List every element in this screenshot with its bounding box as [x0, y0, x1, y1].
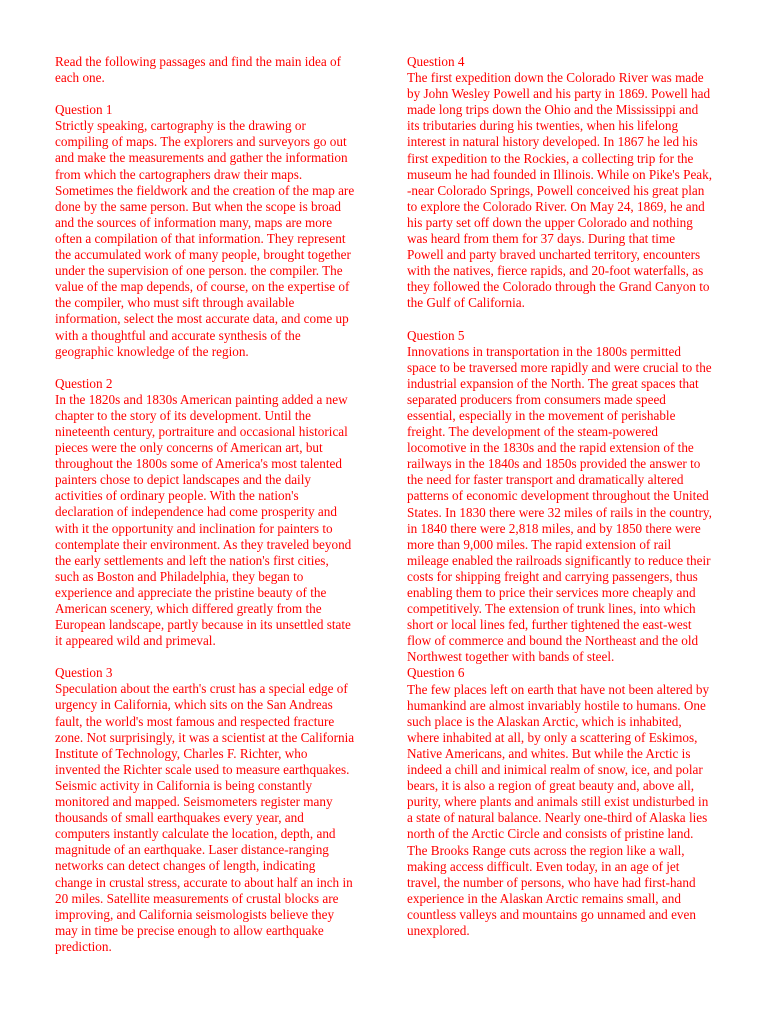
question-6 [407, 665, 713, 939]
question-1-title: Question 1 [55, 102, 113, 118]
question-6-title: Question 6 [407, 665, 465, 681]
question-5-passage: Innovations in transportation in the 1800s permitted space to be traversed more rapidly and were crucial to the industrial expansion of the North. The great spaces that separated producers from consumers made speed essential, especially in the movement of perishable freight. The development of the steam-powered locomotive in the 1830s and the rapid extension of the railways in the 1840s and 1850s provided the answer to the need for faster transport and dramatically altered patterns of economic development throughout the United States. In 1830 there were 32 miles of rails in the country, in 1840 there were 2,818 miles, and by 1850 there were more than 9,000 miles. The rapid extension of rail mileage enabled the railroads significantly to reduce their costs for shipping freight and carrying passengers, thus enabling them to price their services more cheaply and competitively. The extension of trunk lines, into which short or local lines fed, further tightened the east-west flow of commerce and bound the Northeast and the old Northwest together with bands of steel. [407, 343, 712, 665]
question-1 [55, 102, 355, 360]
question-6-passage: The few places left on earth that have not been altered by humankind are almost invariably hostile to humans. One such place is the Alaskan Arctic, which is inhabited, where inhabited at all, by only a scattering of Eskimos, Native Americans, and whites. But while the Arctic is indeed a chill and inimical realm of snow, ice, and polar bears, it is also a region of great beauty and, above all, purity, where plants and animals still exist undisturbed in a state of natural balance. Nearly one-third of Alaska lies north of the Arctic Circle and consists of pristine land. The Brooks Range cuts across the region like a wall, making access difficult. Even today, in an age of jet travel, the number of persons, who have had first-hand experience in the Alaskan Arctic remains small, and countless valleys and mountains go unnamed and even unexplored. [407, 681, 710, 938]
question-4 [407, 54, 713, 312]
question-3-title: Question 3 [55, 665, 113, 681]
left-column [55, 54, 355, 971]
question-5-title: Question 5 [407, 327, 465, 343]
question-4-title: Question 4 [407, 54, 465, 69]
question-3 [55, 665, 355, 955]
question-2-title: Question 2 [55, 375, 113, 391]
right-column [407, 54, 713, 955]
question-5 [407, 328, 713, 666]
question-2 [55, 376, 355, 650]
question-4-passage: The first expedition down the Colorado River was made by John Wesley Powell and his party in 1869. Powell had made long trips down the Ohio and the Mississippi and its tributaries during his twenties, when his lifelong interest in natural history developed. In 1867 he led his first expedition to the Rockies, a collecting trip for the museum he had founded in Illinois. While on Pike's Peak, -near Colorado Springs, Powell conceived his great plan to explore the Colorado River. On May 24, 1869, he and his party set off down the upper Colorado and nothing was heard from them for 37 days. During that time Powell and party braved uncharted territory, encounters with the natives, fierce rapids, and 20-foot waterfalls, as they followed the Colorado through the Grand Canyon to the Gulf of California. [407, 70, 713, 311]
question-2-passage: In the 1820s and 1830s American painting added a new chapter to the story of its development. Until the nineteenth century, portraiture and occasional historical pieces were the only concerns of American art, but throughout the 1800s some of America's most talented painters chose to depict landscapes and the daily activities of ordinary people. With the nation's declaration of independence had come prosperity and with it the opportunity and inclination for painters to contemplate their environment. As they traveled beyond the early settlements and left the nation's first cities, such as Boston and Philadelphia, they began to experience and appreciate the pristine beauty of the American scenery, which differed greatly from the European landscape, partly because in its unsettled state it appeared wild and primeval. [55, 391, 352, 649]
question-3-passage: Speculation about the earth's crust has a special edge of urgency in California, which sits on the San Andreas fault, the world's most famous and respected fracture zone. Not surprisingly, it was a scientist at the California Institute of Technology, Charles F. Richter, who invented the Richter scale used to measure earthquakes. Seismic activity in California is being constantly monitored and mapped. Seismometers register many thousands of small earthquakes every year, and computers instantly calculate the location, depth, and magnitude of an earthquake. Laser distance-ranging networks can detect changes of length, indicating change in crustal stress, accurate to about half an inch in 20 miles. Satellite measurements of crustal blocks are improving, and California seismologists believe they may in time be precise enough to allow earthquake prediction. [55, 681, 355, 954]
question-1-passage: Strictly speaking, cartography is the drawing or compiling of maps. The explorers and surveyors go out and make the measurements and gather the information from which the cartographers draw their maps. Sometimes the fieldwork and the creation of the map are done by the same person. But when the scope is broad and the sources of information many, maps are more often a compilation of that information. They represent the accumulated work of many people, brought together under the supervision of one person. the compiler. The value of the map depends, of course, on the expertise of the compiler, who must sift through available information, select the most accurate data, and come up with a thoughtful and accurate synthesis of the geographic knowledge of the region. [55, 118, 355, 359]
instructions: Read the following passages and find the main idea of each one. [55, 54, 342, 86]
